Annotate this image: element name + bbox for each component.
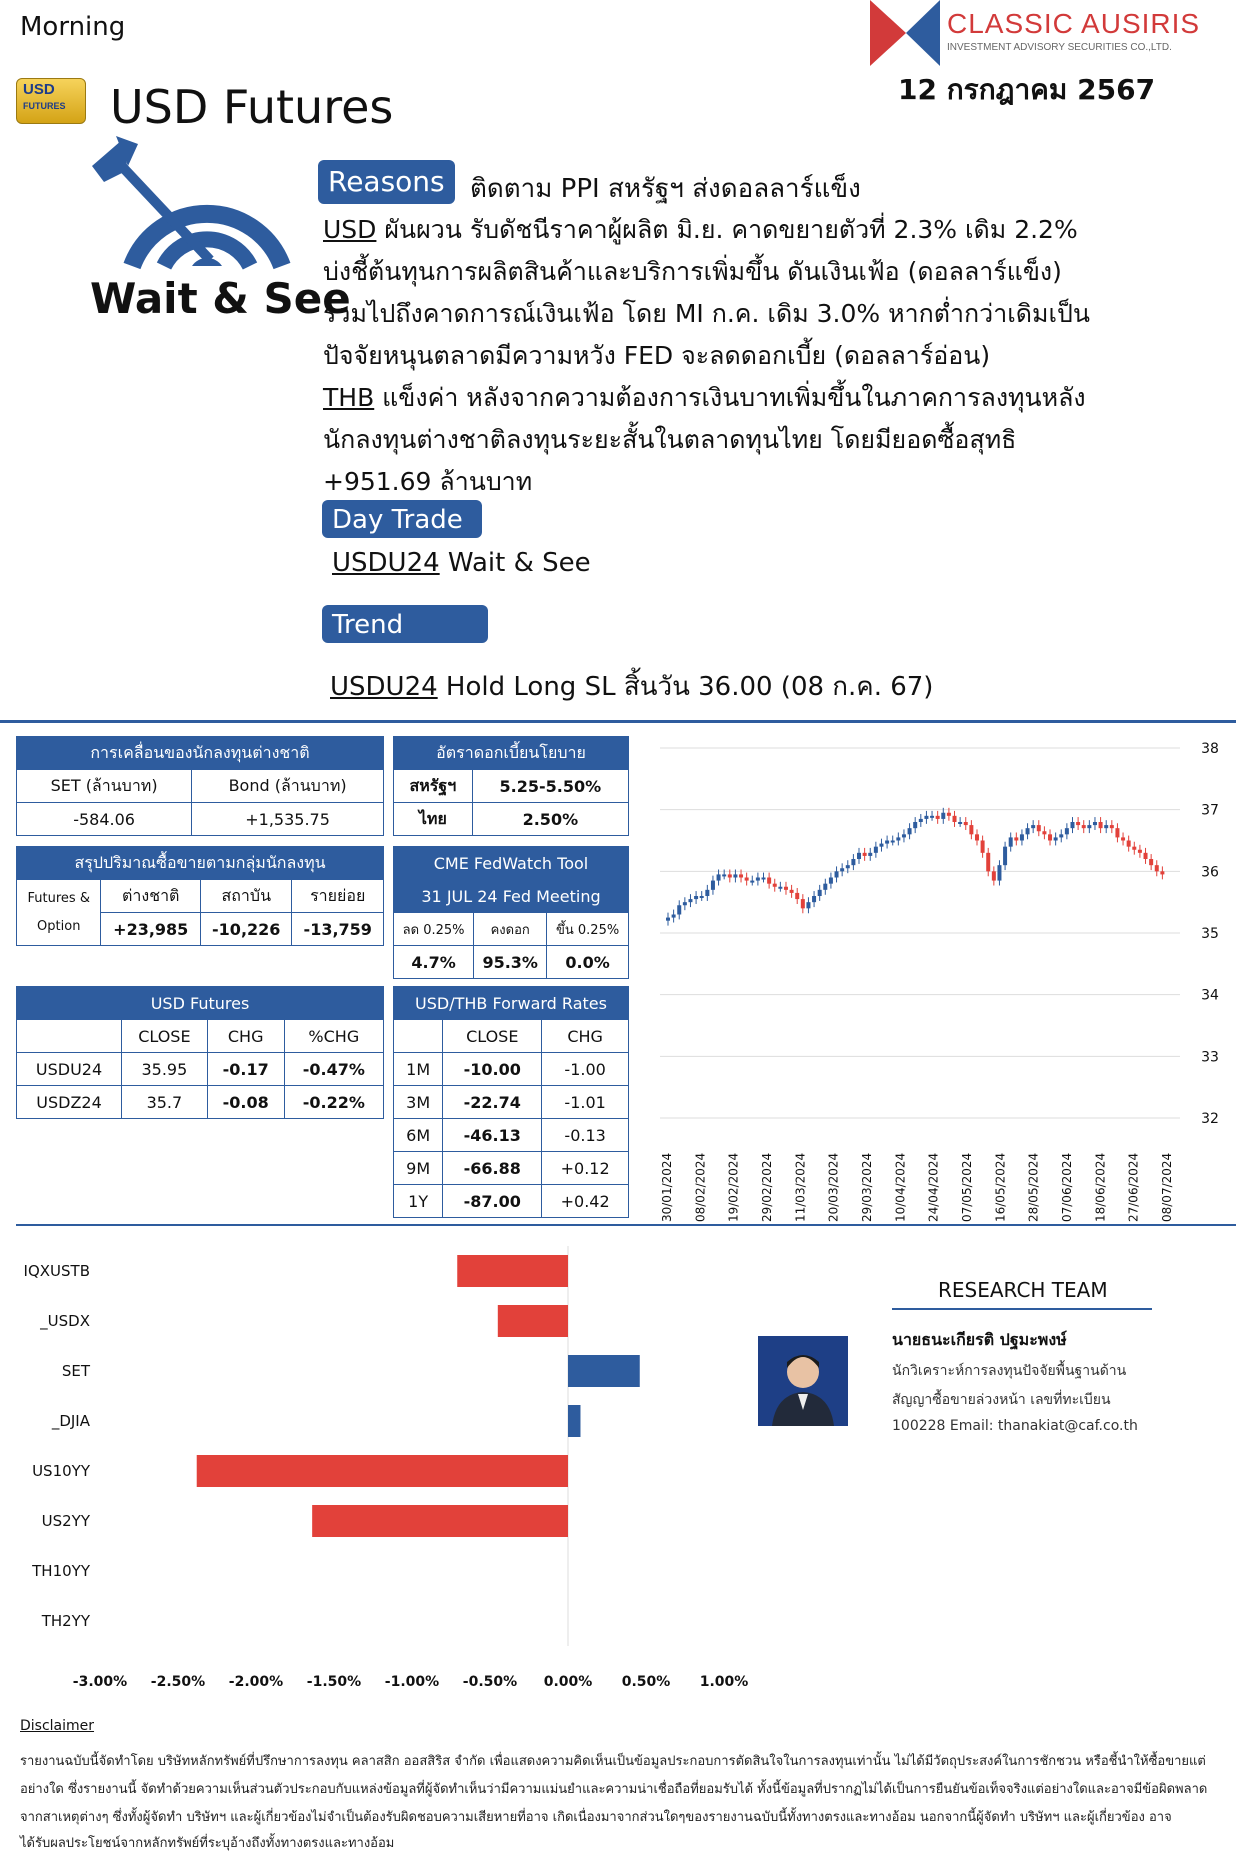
candle-body: [790, 890, 794, 893]
x-tick-label: 10/04/2024: [893, 1152, 908, 1222]
candle-body: [981, 841, 985, 853]
candle-body: [1149, 859, 1153, 865]
forward-chg: -1.00: [542, 1053, 629, 1086]
forward-rates-title: USD/THB Forward Rates: [394, 987, 629, 1020]
reason-line-usd: [323, 210, 1078, 250]
trend-trade-badge: Trend Trade: [322, 605, 488, 643]
analyst-avatar: [758, 1336, 848, 1426]
candle-body: [857, 853, 861, 859]
candle-body: [1054, 837, 1058, 840]
policy-rate-country: ไทย: [394, 803, 473, 836]
fedwatch-hike-header: ขึ้น 0.25%: [547, 913, 629, 946]
fedwatch-hike-value: 0.0%: [547, 946, 629, 979]
candle-body: [930, 816, 934, 818]
forward-tenor: 6M: [394, 1119, 443, 1152]
candle-body: [891, 841, 895, 843]
forward-chg: +0.12: [542, 1152, 629, 1185]
x-tick-label: 16/05/2024: [993, 1152, 1008, 1222]
candle-body: [902, 834, 906, 837]
x-tick-label: 11/03/2024: [793, 1152, 808, 1222]
candle-body: [688, 899, 692, 902]
brand-name: CLASSIC AUSIRIS: [947, 8, 1201, 39]
y-tick-label: 32: [1201, 1111, 1219, 1127]
x-tick-label: 29/03/2024: [860, 1152, 874, 1222]
x-tick-label: -2.50%: [150, 1674, 206, 1690]
forward-close: -46.13: [443, 1119, 542, 1152]
candle-body: [1160, 871, 1164, 874]
candle-body: [1099, 822, 1103, 828]
candle-body: [784, 887, 788, 890]
x-tick-label: 27/06/2024: [1126, 1152, 1141, 1222]
candle-body: [773, 884, 777, 887]
bar: [457, 1255, 568, 1287]
candle-body: [818, 890, 822, 896]
fedwatch-title: CME FedWatch Tool: [394, 847, 629, 880]
foreign-flow-set-value: -584.06: [17, 803, 192, 836]
candle-body: [1014, 837, 1018, 840]
usd-futures-chg: -0.17: [207, 1053, 284, 1086]
investor-foreign-header: ต่างชาติ: [101, 880, 201, 913]
bar: [498, 1305, 568, 1337]
analyst-name: นายธนะเกียรติ ปฐมะพงษ์: [892, 1330, 1067, 1349]
usd-tag: USD: [323, 215, 377, 244]
candle-body: [756, 878, 760, 881]
candle-body: [1087, 825, 1091, 828]
category-label: IQXUSTB: [23, 1262, 90, 1280]
x-tick-label: 1.00%: [699, 1674, 749, 1690]
candle-body: [1132, 847, 1136, 850]
usd-futures-close: 35.95: [122, 1053, 208, 1086]
research-team-underline: [892, 1308, 1152, 1310]
candle-body: [885, 841, 889, 844]
analyst-contact: 100228 Email: thanakiat@caf.co.th: [892, 1418, 1138, 1434]
candle-body: [1070, 822, 1074, 828]
section-divider: [0, 720, 1236, 723]
candle-body: [722, 874, 726, 876]
trend-trade-action: Hold Long SL สิ้นวัน 36.00 (08 ก.ค. 67): [437, 672, 934, 702]
candle-body: [986, 853, 990, 872]
fedwatch-cut-header: ลด 0.25%: [394, 913, 474, 946]
policy-rate-value: 2.50%: [472, 803, 628, 836]
candle-body: [868, 853, 872, 856]
brand-subtitle: INVESTMENT ADVISORY SECURITIES CO.,LTD.: [947, 42, 1172, 53]
forward-chg-header: CHG: [542, 1020, 629, 1053]
candle-body: [683, 902, 687, 905]
brand-logo-mark: [870, 0, 940, 66]
investor-retail-value: -13,759: [292, 913, 384, 946]
candle-body: [745, 878, 749, 881]
reason-line-3: รวมไปถึงคาดการณ์เงินเฟ้อ โดย MI ก.ค. เดิม 3.0% หากต่ำกว่าเดิมเป็น: [323, 299, 1090, 328]
analyst-license: สัญญาซื้อขายล่วงหน้า เลขที่ทะเบียน: [892, 1392, 1111, 1408]
usd-futures-close: 35.7: [122, 1086, 208, 1119]
reason-line-2: บ่งชี้ต้นทุนการผลิตสินค้าและบริการเพิ่มขึ้น ดันเงินเฟ้อ (ดอลลาร์แข็ง): [323, 257, 1062, 286]
candle-body: [806, 902, 810, 908]
candle-body: [733, 874, 737, 877]
policy-rate-title: อัตราดอกเบี้ยนโยบาย: [394, 737, 629, 770]
candle-body: [958, 822, 962, 824]
policy-rate-table: [393, 736, 629, 836]
day-trade-symbol: USDU24: [332, 548, 440, 578]
usd-futures-table: [16, 986, 384, 1119]
candle-body: [739, 874, 743, 877]
foreign-flow-table: [16, 736, 384, 836]
foreign-flow-col-set: SET (ล้านบาท): [17, 770, 192, 803]
candle-body: [941, 813, 945, 819]
category-label: US2YY: [41, 1512, 90, 1530]
y-tick-label: 36: [1201, 864, 1219, 881]
candle-body: [672, 915, 676, 918]
foreign-flow-title: การเคลื่อนของนักลงทุนต่างชาติ: [17, 737, 384, 770]
foreign-flow-col-bond: Bond (ล้านบาท): [192, 770, 384, 803]
usd-futures-symbol: USDZ24: [17, 1086, 122, 1119]
candle-body: [863, 853, 867, 856]
policy-rate-country: สหรัฐฯ: [394, 770, 473, 803]
fedwatch-hold-value: 95.3%: [474, 946, 547, 979]
reason-headline: ติดตาม PPI สหรัฐฯ ส่งดอลลาร์แข็ง: [470, 174, 861, 204]
investor-summary-row-label: [17, 880, 101, 946]
candle-body: [1026, 828, 1030, 834]
candle-body: [762, 878, 766, 880]
candle-body: [913, 822, 917, 828]
analyst-role: นักวิเคราะห์การลงทุนปัจจัยพื้นฐานด้าน: [892, 1363, 1127, 1379]
fedwatch-table: [393, 846, 629, 979]
candle-body: [778, 887, 782, 889]
investor-row-label-1: Futures &: [27, 890, 90, 906]
forward-close: -22.74: [443, 1086, 542, 1119]
candle-body: [964, 822, 968, 825]
fedwatch-meeting: 31 JUL 24 Fed Meeting: [394, 880, 629, 913]
table-row: [17, 1053, 384, 1086]
table-row: [394, 1053, 629, 1086]
candle-body: [1003, 847, 1007, 865]
x-tick-label: -0.50%: [462, 1674, 518, 1690]
candle-body: [694, 896, 698, 899]
candle-body: [879, 844, 883, 847]
candle-body: [795, 893, 799, 899]
candle-body: [711, 881, 715, 890]
x-tick-label: -2.00%: [228, 1674, 284, 1690]
candle-body: [840, 868, 844, 871]
candle-body: [1076, 822, 1080, 825]
candle-body: [829, 878, 833, 884]
candle-body: [767, 878, 771, 884]
usd-futures-pct: -0.22%: [284, 1086, 383, 1119]
candle-body: [717, 874, 721, 880]
y-tick-label: 33: [1201, 1049, 1219, 1066]
x-tick-label: 07/05/2024: [960, 1152, 974, 1222]
section-divider: [16, 1224, 1236, 1226]
forward-tenor: 1Y: [394, 1185, 443, 1218]
table-row: [394, 1152, 629, 1185]
disclaimer-line: รายงานฉบับนี้จัดทำโดย บริษัทหลักทรัพย์ที่ปรึกษาการลงทุน คลาสสิก ออสสิริส จำกัด เพื่อแสดงความคิดเห็นเป็นข้อมูลประกอบการตัดสินใจในการลงทุนเท่านั้น ไม่ได้มีวัตถุประสงค์ในการชักชวน หรือชี้นำให้ซื้อขายแต่: [20, 1754, 1206, 1769]
candle-body: [874, 847, 878, 853]
candle-body: [936, 816, 940, 819]
usd-futures-close-header: CLOSE: [122, 1020, 208, 1053]
y-tick-label: 37: [1201, 802, 1219, 819]
x-tick-label: 28/05/2024: [1026, 1152, 1041, 1222]
investor-summary-table: [16, 846, 384, 946]
candle-body: [835, 871, 839, 877]
report-date: 12 กรกฎาคม 2567: [898, 73, 1156, 106]
candle-body: [1082, 825, 1086, 828]
candle-body: [1020, 834, 1024, 840]
usd-futures-symbol: USDU24: [17, 1053, 122, 1086]
signal-label: Wait & See: [90, 274, 351, 323]
thb-tag: THB: [323, 383, 375, 412]
disclaimer-line: ได้รับผลประโยชน์จากหลักทรัพย์ที่ระบุอ้างถึงทั้งทางตรงและทางอ้อม: [20, 1836, 395, 1851]
candle-body: [1127, 841, 1131, 847]
x-tick-label: 19/02/2024: [726, 1152, 741, 1222]
forward-chg: -0.13: [542, 1119, 629, 1152]
analyst-photo: [758, 1336, 848, 1426]
bar: [197, 1455, 568, 1487]
table-row: [394, 1185, 629, 1218]
x-tick-label: 08/07/2024: [1160, 1152, 1174, 1222]
x-tick-label: -3.00%: [72, 1674, 128, 1690]
candle-body: [700, 896, 704, 898]
table-row: [17, 1086, 384, 1119]
usd-futures-chg: -0.08: [207, 1086, 284, 1119]
x-tick-label: -1.00%: [384, 1674, 440, 1690]
candle-body: [1121, 837, 1125, 840]
y-tick-label: 35: [1201, 926, 1219, 942]
candle-body: [1037, 825, 1041, 831]
x-tick-label: 0.00%: [543, 1674, 593, 1690]
trend-trade-signal: [330, 666, 933, 707]
forward-close: -87.00: [443, 1185, 542, 1218]
candle-body: [1065, 828, 1069, 834]
usdthb-candlestick-chart: [650, 736, 1240, 1226]
logo-text-bottom: FUTURES: [23, 101, 66, 111]
candle-body: [1155, 865, 1159, 871]
investor-summary-title: สรุปปริมาณซื้อขายตามกลุ่มนักลงทุน: [17, 847, 384, 880]
candle-body: [969, 825, 973, 834]
forward-corner: [394, 1020, 443, 1053]
candle-body: [677, 905, 681, 914]
y-tick-label: 38: [1201, 741, 1219, 757]
bar: [568, 1355, 640, 1387]
x-tick-label: 29/02/2024: [760, 1152, 774, 1222]
disclaimer-line: อย่างใด ซึ่งรายงานนี้ จัดทำด้วยความเห็นส่วนตัวประกอบกับแหล่งข้อมูลที่ผู้จัดทำเห็นว่ามีความแม่นยำและความน่าเชื่อถือที่ยอมรับได้ ทั้งนี้ข้อมูลที่ปรากฏไม่ได้เป็นการยืนยันข้อเท็จจริงแต่อย่างใดและอาจมีข้อผิดพลาด: [20, 1782, 1208, 1797]
candle-body: [823, 884, 827, 890]
day-trade-badge: Day Trade: [322, 500, 482, 538]
candle-body: [750, 881, 754, 883]
reason-line-7: +951.69 ล้านบาท: [323, 467, 533, 496]
category-label: _DJIA: [51, 1412, 90, 1430]
category-label: TH2YY: [41, 1612, 90, 1630]
reasons-badge: Reasons: [318, 160, 455, 204]
candle-body: [924, 816, 928, 819]
candle-body: [812, 896, 816, 902]
trend-trade-symbol: USDU24: [330, 672, 438, 702]
candle-body: [1138, 850, 1142, 853]
y-tick-label: 34: [1201, 987, 1219, 1004]
candle-body: [801, 899, 805, 908]
table-row: [394, 1086, 629, 1119]
table-row: [394, 1119, 629, 1152]
market-change-bar-chart: [16, 1236, 749, 1696]
forward-chg: -1.01: [542, 1086, 629, 1119]
candle-body: [1144, 853, 1148, 859]
candle-body: [728, 874, 732, 877]
reason-line-1: ผันผวน รับดัชนีราคาผู้ผลิต มิ.ย. คาดขยายตัวที่ 2.3% เดิม 2.2%: [376, 215, 1078, 244]
day-trade-signal: [332, 548, 591, 578]
candle-body: [1031, 825, 1035, 828]
x-tick-label: 20/03/2024: [826, 1152, 841, 1222]
reason-line-5: แข็งค่า หลังจากความต้องการเงินบาทเพิ่มขึ้นในภาคการลงทุนหลัง: [374, 383, 1086, 412]
investor-foreign-value: +23,985: [101, 913, 201, 946]
candle-body: [1104, 825, 1108, 828]
candle-body: [953, 816, 957, 822]
usd-futures-pct: -0.47%: [284, 1053, 383, 1086]
forward-chg: +0.42: [542, 1185, 629, 1218]
foreign-flow-bond-value: +1,535.75: [192, 803, 384, 836]
bar: [568, 1405, 580, 1437]
forward-tenor: 1M: [394, 1053, 443, 1086]
forward-close: -10.00: [443, 1053, 542, 1086]
candle-body: [666, 918, 670, 921]
investor-institution-value: -10,226: [200, 913, 292, 946]
logo-text-top: USD: [23, 81, 55, 98]
category-label: TH10YY: [32, 1562, 90, 1580]
bar: [312, 1505, 568, 1537]
candle-body: [1110, 825, 1114, 828]
fedwatch-cut-value: 4.7%: [394, 946, 474, 979]
x-tick-label: 18/06/2024: [1093, 1152, 1108, 1222]
target-icon: [92, 136, 282, 266]
edition-label: Morning: [20, 12, 126, 42]
candle-body: [1059, 834, 1063, 837]
x-tick-label: 0.50%: [621, 1674, 671, 1690]
candle-body: [705, 890, 709, 896]
candle-body: [997, 865, 1001, 880]
usd-futures-chg-header: CHG: [207, 1020, 284, 1053]
reason-line-6: นักลงทุนต่างชาติลงทุนระยะสั้นในตลาดทุนไทย โดยมียอดซื้อสุทธิ: [323, 425, 1017, 454]
x-tick-label: 07/06/2024: [1060, 1152, 1074, 1222]
candle-body: [1093, 822, 1097, 825]
candle-body: [919, 819, 923, 822]
forward-close: -66.88: [443, 1152, 542, 1185]
investor-institution-header: สถาบัน: [200, 880, 292, 913]
category-label: _USDX: [40, 1312, 90, 1330]
candle-body: [1115, 828, 1119, 837]
forward-tenor: 9M: [394, 1152, 443, 1185]
candle-body: [947, 813, 951, 816]
x-tick-label: -1.50%: [306, 1674, 362, 1690]
usd-futures-corner: [17, 1020, 122, 1053]
forward-close-header: CLOSE: [443, 1020, 542, 1053]
usd-futures-title: USD Futures: [17, 987, 384, 1020]
fedwatch-hold-header: คงดอก: [474, 913, 547, 946]
x-tick-label: 08/02/2024: [693, 1152, 708, 1222]
disclaimer-title: Disclaimer: [20, 1718, 95, 1734]
candle-body: [851, 859, 855, 865]
investor-row-label-2: Option: [37, 918, 81, 934]
x-tick-label: 30/01/2024: [660, 1152, 674, 1222]
category-label: SET: [61, 1362, 90, 1380]
candle-body: [908, 828, 912, 834]
candle-body: [1042, 831, 1046, 834]
usd-futures-pct-header: %CHG: [284, 1020, 383, 1053]
forward-tenor: 3M: [394, 1086, 443, 1119]
candle-body: [896, 837, 900, 840]
disclaimer-line: จากสาเหตุต่างๆ ซึ่งทั้งผู้จัดทำ บริษัทฯ และผู้เกี่ยวข้องไม่จำเป็นต้องรับผิดชอบความเสียหายที่อาจ เกิดเนื่องมาจากส่วนใดๆของรายงานฉบับนี้ทั้งทางตรงและทางอ้อม นอกจากนี้ผู้จัดทำ บริษัทฯ และผู้เกี่ยวข้อง อาจ: [20, 1810, 1172, 1825]
candle-body: [975, 834, 979, 840]
reason-line-4: ปัจจัยหนุนตลาดมีความหวัง FED จะลดดอกเบี้ย (ดอลลาร์อ่อน): [323, 341, 991, 370]
candle-body: [992, 871, 996, 880]
page-title: USD Futures: [110, 80, 394, 134]
candle-body: [1048, 834, 1052, 840]
day-trade-action: Wait & See: [439, 548, 591, 578]
usd-futures-logo: [16, 78, 86, 124]
candle-body: [1009, 837, 1013, 846]
category-label: US10YY: [32, 1462, 90, 1480]
policy-rate-value: 5.25-5.50%: [472, 770, 628, 803]
research-team-title: RESEARCH TEAM: [938, 1278, 1108, 1302]
x-tick-label: 24/04/2024: [926, 1152, 941, 1222]
forward-rates-table: [393, 986, 629, 1218]
investor-retail-header: รายย่อย: [292, 880, 384, 913]
reason-line-thb: [323, 378, 1086, 418]
candle-body: [846, 865, 850, 868]
